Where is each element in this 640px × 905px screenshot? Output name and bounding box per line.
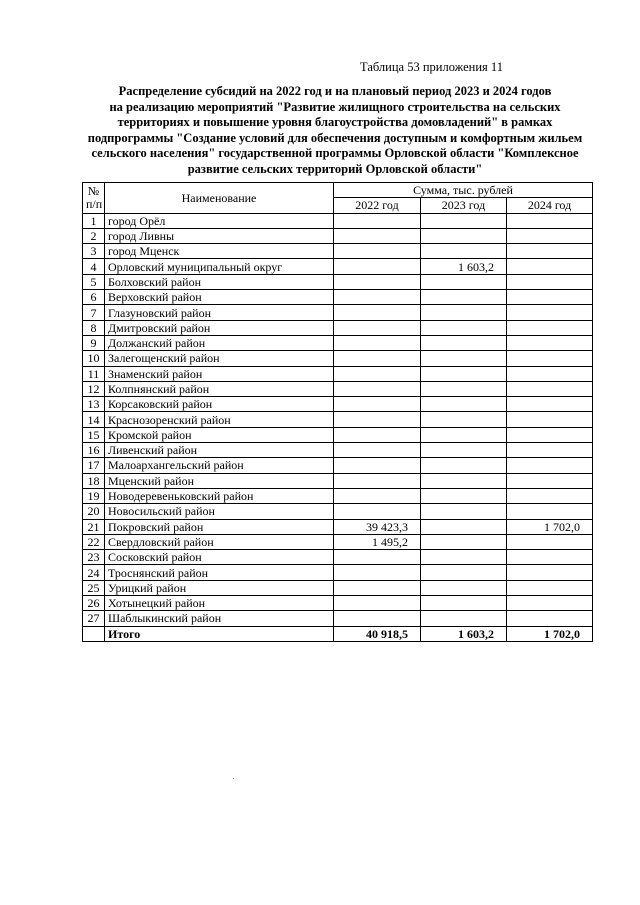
heading-line: развитие сельских территорий Орловской области" <box>187 161 483 176</box>
value-2023: 1 603,2 <box>421 259 507 274</box>
value-2023 <box>421 397 507 412</box>
table-row <box>83 488 593 503</box>
value-2023 <box>421 504 507 519</box>
value-2023 <box>421 534 507 549</box>
document-heading <box>80 84 590 177</box>
value-2024 <box>507 596 593 611</box>
row-name: Новосильский район <box>105 504 334 519</box>
total-row <box>83 626 593 641</box>
row-number: 25 <box>83 580 105 595</box>
value-2024: 1 702,0 <box>507 519 593 534</box>
header-year-2024: 2024 год <box>507 198 593 213</box>
value-2022 <box>334 228 421 243</box>
value-2022 <box>334 320 421 335</box>
row-number: 14 <box>83 412 105 427</box>
table-row <box>83 366 593 381</box>
table-body <box>83 213 593 641</box>
row-number: 12 <box>83 381 105 396</box>
value-2023 <box>421 351 507 366</box>
row-name: город Ливны <box>105 228 334 243</box>
total-2023: 1 603,2 <box>421 626 507 641</box>
value-2024 <box>507 244 593 259</box>
value-2024 <box>507 504 593 519</box>
value-2024 <box>507 381 593 396</box>
value-2024 <box>507 427 593 442</box>
row-name: Ливенский район <box>105 443 334 458</box>
header-number-line: п/п <box>86 196 103 211</box>
row-name: Мценский район <box>105 473 334 488</box>
value-2023 <box>421 320 507 335</box>
value-2022 <box>334 259 421 274</box>
table-row <box>83 320 593 335</box>
row-name: Глазуновский район <box>105 305 334 320</box>
header-year-2023: 2023 год <box>421 198 507 213</box>
value-2024 <box>507 213 593 228</box>
row-number: 1 <box>83 213 105 228</box>
row-name: Кромской район <box>105 427 334 442</box>
value-2022 <box>334 244 421 259</box>
row-number: 9 <box>83 335 105 350</box>
value-2024 <box>507 565 593 580</box>
header-sum: Сумма, тыс. рублей <box>334 183 593 198</box>
table-row <box>83 458 593 473</box>
value-2023 <box>421 213 507 228</box>
value-2023 <box>421 565 507 580</box>
row-name: Хотынецкий район <box>105 596 334 611</box>
value-2022 <box>334 504 421 519</box>
row-name: Колпнянский район <box>105 381 334 396</box>
table-row <box>83 397 593 412</box>
value-2022: 39 423,3 <box>334 519 421 534</box>
table-row <box>83 504 593 519</box>
heading-line: подпрограммы "Создание условий для обеспечения доступным и комфортным жильем <box>87 130 583 145</box>
row-number: 10 <box>83 351 105 366</box>
row-number: 3 <box>83 244 105 259</box>
row-number: 7 <box>83 305 105 320</box>
value-2022 <box>334 443 421 458</box>
value-2023 <box>421 244 507 259</box>
value-2023 <box>421 290 507 305</box>
value-2024 <box>507 366 593 381</box>
row-number: 11 <box>83 366 105 381</box>
value-2022 <box>334 596 421 611</box>
row-number: 13 <box>83 397 105 412</box>
value-2022 <box>334 412 421 427</box>
value-2022 <box>334 290 421 305</box>
value-2024 <box>507 397 593 412</box>
value-2022 <box>334 366 421 381</box>
value-2023 <box>421 427 507 442</box>
row-number: 22 <box>83 534 105 549</box>
row-name: Новодеревеньковский район <box>105 488 334 503</box>
total-number <box>83 626 105 641</box>
row-name: Знаменский район <box>105 366 334 381</box>
row-number: 15 <box>83 427 105 442</box>
table-row <box>83 443 593 458</box>
table-row <box>83 274 593 289</box>
total-2024: 1 702,0 <box>507 626 593 641</box>
value-2024 <box>507 473 593 488</box>
value-2024 <box>507 351 593 366</box>
row-name: Покровский район <box>105 519 334 534</box>
row-name: Орловский муниципальный округ <box>105 259 334 274</box>
value-2022 <box>334 397 421 412</box>
value-2023 <box>421 305 507 320</box>
value-2023 <box>421 443 507 458</box>
value-2024 <box>507 274 593 289</box>
value-2022 <box>334 213 421 228</box>
row-name: Должанский район <box>105 335 334 350</box>
header-year-2022: 2022 год <box>334 198 421 213</box>
row-name: город Мценск <box>105 244 334 259</box>
value-2022 <box>334 458 421 473</box>
header-number-line: № <box>87 183 100 198</box>
value-2024 <box>507 534 593 549</box>
heading-line: на реализацию мероприятий "Развитие жилищного строительства на сельских <box>109 99 561 114</box>
row-number: 4 <box>83 259 105 274</box>
value-2024 <box>507 305 593 320</box>
row-name: Свердловский район <box>105 534 334 549</box>
value-2023 <box>421 611 507 626</box>
table-row <box>83 412 593 427</box>
row-number: 5 <box>83 274 105 289</box>
value-2024 <box>507 458 593 473</box>
value-2023 <box>421 580 507 595</box>
table-row <box>83 244 593 259</box>
heading-line: сельского населения" государственной программы Орловской области "Комплексное <box>91 146 579 160</box>
scan-speck <box>233 778 234 779</box>
subsidy-table <box>82 182 593 642</box>
value-2022 <box>334 381 421 396</box>
table-row <box>83 580 593 595</box>
header-number <box>83 183 105 214</box>
value-2022 <box>334 351 421 366</box>
total-label: Итого <box>105 626 334 641</box>
row-number: 23 <box>83 550 105 565</box>
value-2024 <box>507 412 593 427</box>
heading-line: Распределение субсидий на 2022 год и на плановый период 2023 и 2024 годов <box>118 84 552 98</box>
value-2024 <box>507 228 593 243</box>
value-2022 <box>334 565 421 580</box>
row-number: 18 <box>83 473 105 488</box>
value-2024 <box>507 488 593 503</box>
row-name: Корсаковский район <box>105 397 334 412</box>
value-2022 <box>334 550 421 565</box>
table-row <box>83 565 593 580</box>
table-row <box>83 550 593 565</box>
value-2023 <box>421 228 507 243</box>
row-number: 27 <box>83 611 105 626</box>
table-row <box>83 228 593 243</box>
value-2024 <box>507 259 593 274</box>
value-2022 <box>334 274 421 289</box>
value-2022 <box>334 335 421 350</box>
row-name: Дмитровский район <box>105 320 334 335</box>
value-2023 <box>421 366 507 381</box>
table-row <box>83 427 593 442</box>
table-row <box>83 534 593 549</box>
row-number: 2 <box>83 228 105 243</box>
row-number: 8 <box>83 320 105 335</box>
table-row <box>83 305 593 320</box>
value-2024 <box>507 290 593 305</box>
header-name: Наименование <box>105 183 334 214</box>
heading-line: территориях и повышение уровня благоустройства домовладений" в рамках <box>117 115 553 129</box>
row-name: Троснянский район <box>105 565 334 580</box>
value-2024 <box>507 335 593 350</box>
table-caption: Таблица 53 приложения 11 <box>360 60 503 74</box>
row-name: Болховский район <box>105 274 334 289</box>
value-2022 <box>334 580 421 595</box>
row-name: Шаблыкинский район <box>105 611 334 626</box>
row-name: Урицкий район <box>105 580 334 595</box>
value-2024 <box>507 550 593 565</box>
value-2024 <box>507 580 593 595</box>
row-number: 20 <box>83 504 105 519</box>
value-2022 <box>334 427 421 442</box>
row-number: 19 <box>83 488 105 503</box>
value-2023 <box>421 473 507 488</box>
table-row <box>83 381 593 396</box>
row-number: 17 <box>83 458 105 473</box>
table-row <box>83 290 593 305</box>
table-row <box>83 611 593 626</box>
value-2023 <box>421 381 507 396</box>
value-2023 <box>421 519 507 534</box>
value-2022 <box>334 305 421 320</box>
row-number: 6 <box>83 290 105 305</box>
value-2023 <box>421 596 507 611</box>
table-row <box>83 519 593 534</box>
value-2023 <box>421 412 507 427</box>
value-2022 <box>334 611 421 626</box>
table-row <box>83 351 593 366</box>
table-row <box>83 596 593 611</box>
row-name: Верховский район <box>105 290 334 305</box>
row-number: 16 <box>83 443 105 458</box>
row-number: 24 <box>83 565 105 580</box>
value-2024 <box>507 443 593 458</box>
value-2024 <box>507 320 593 335</box>
row-name: Залегощенский район <box>105 351 334 366</box>
row-name: Краснозоренский район <box>105 412 334 427</box>
table-row <box>83 335 593 350</box>
value-2023 <box>421 274 507 289</box>
value-2023 <box>421 550 507 565</box>
value-2024 <box>507 611 593 626</box>
row-name: Малоархангельский район <box>105 458 334 473</box>
row-name: Сосковский район <box>105 550 334 565</box>
value-2022 <box>334 488 421 503</box>
value-2023 <box>421 458 507 473</box>
table-row <box>83 259 593 274</box>
row-number: 26 <box>83 596 105 611</box>
table-row <box>83 213 593 228</box>
row-number: 21 <box>83 519 105 534</box>
value-2023 <box>421 335 507 350</box>
row-name: город Орёл <box>105 213 334 228</box>
value-2022: 1 495,2 <box>334 534 421 549</box>
table-row <box>83 473 593 488</box>
value-2022 <box>334 473 421 488</box>
total-2022: 40 918,5 <box>334 626 421 641</box>
value-2023 <box>421 488 507 503</box>
